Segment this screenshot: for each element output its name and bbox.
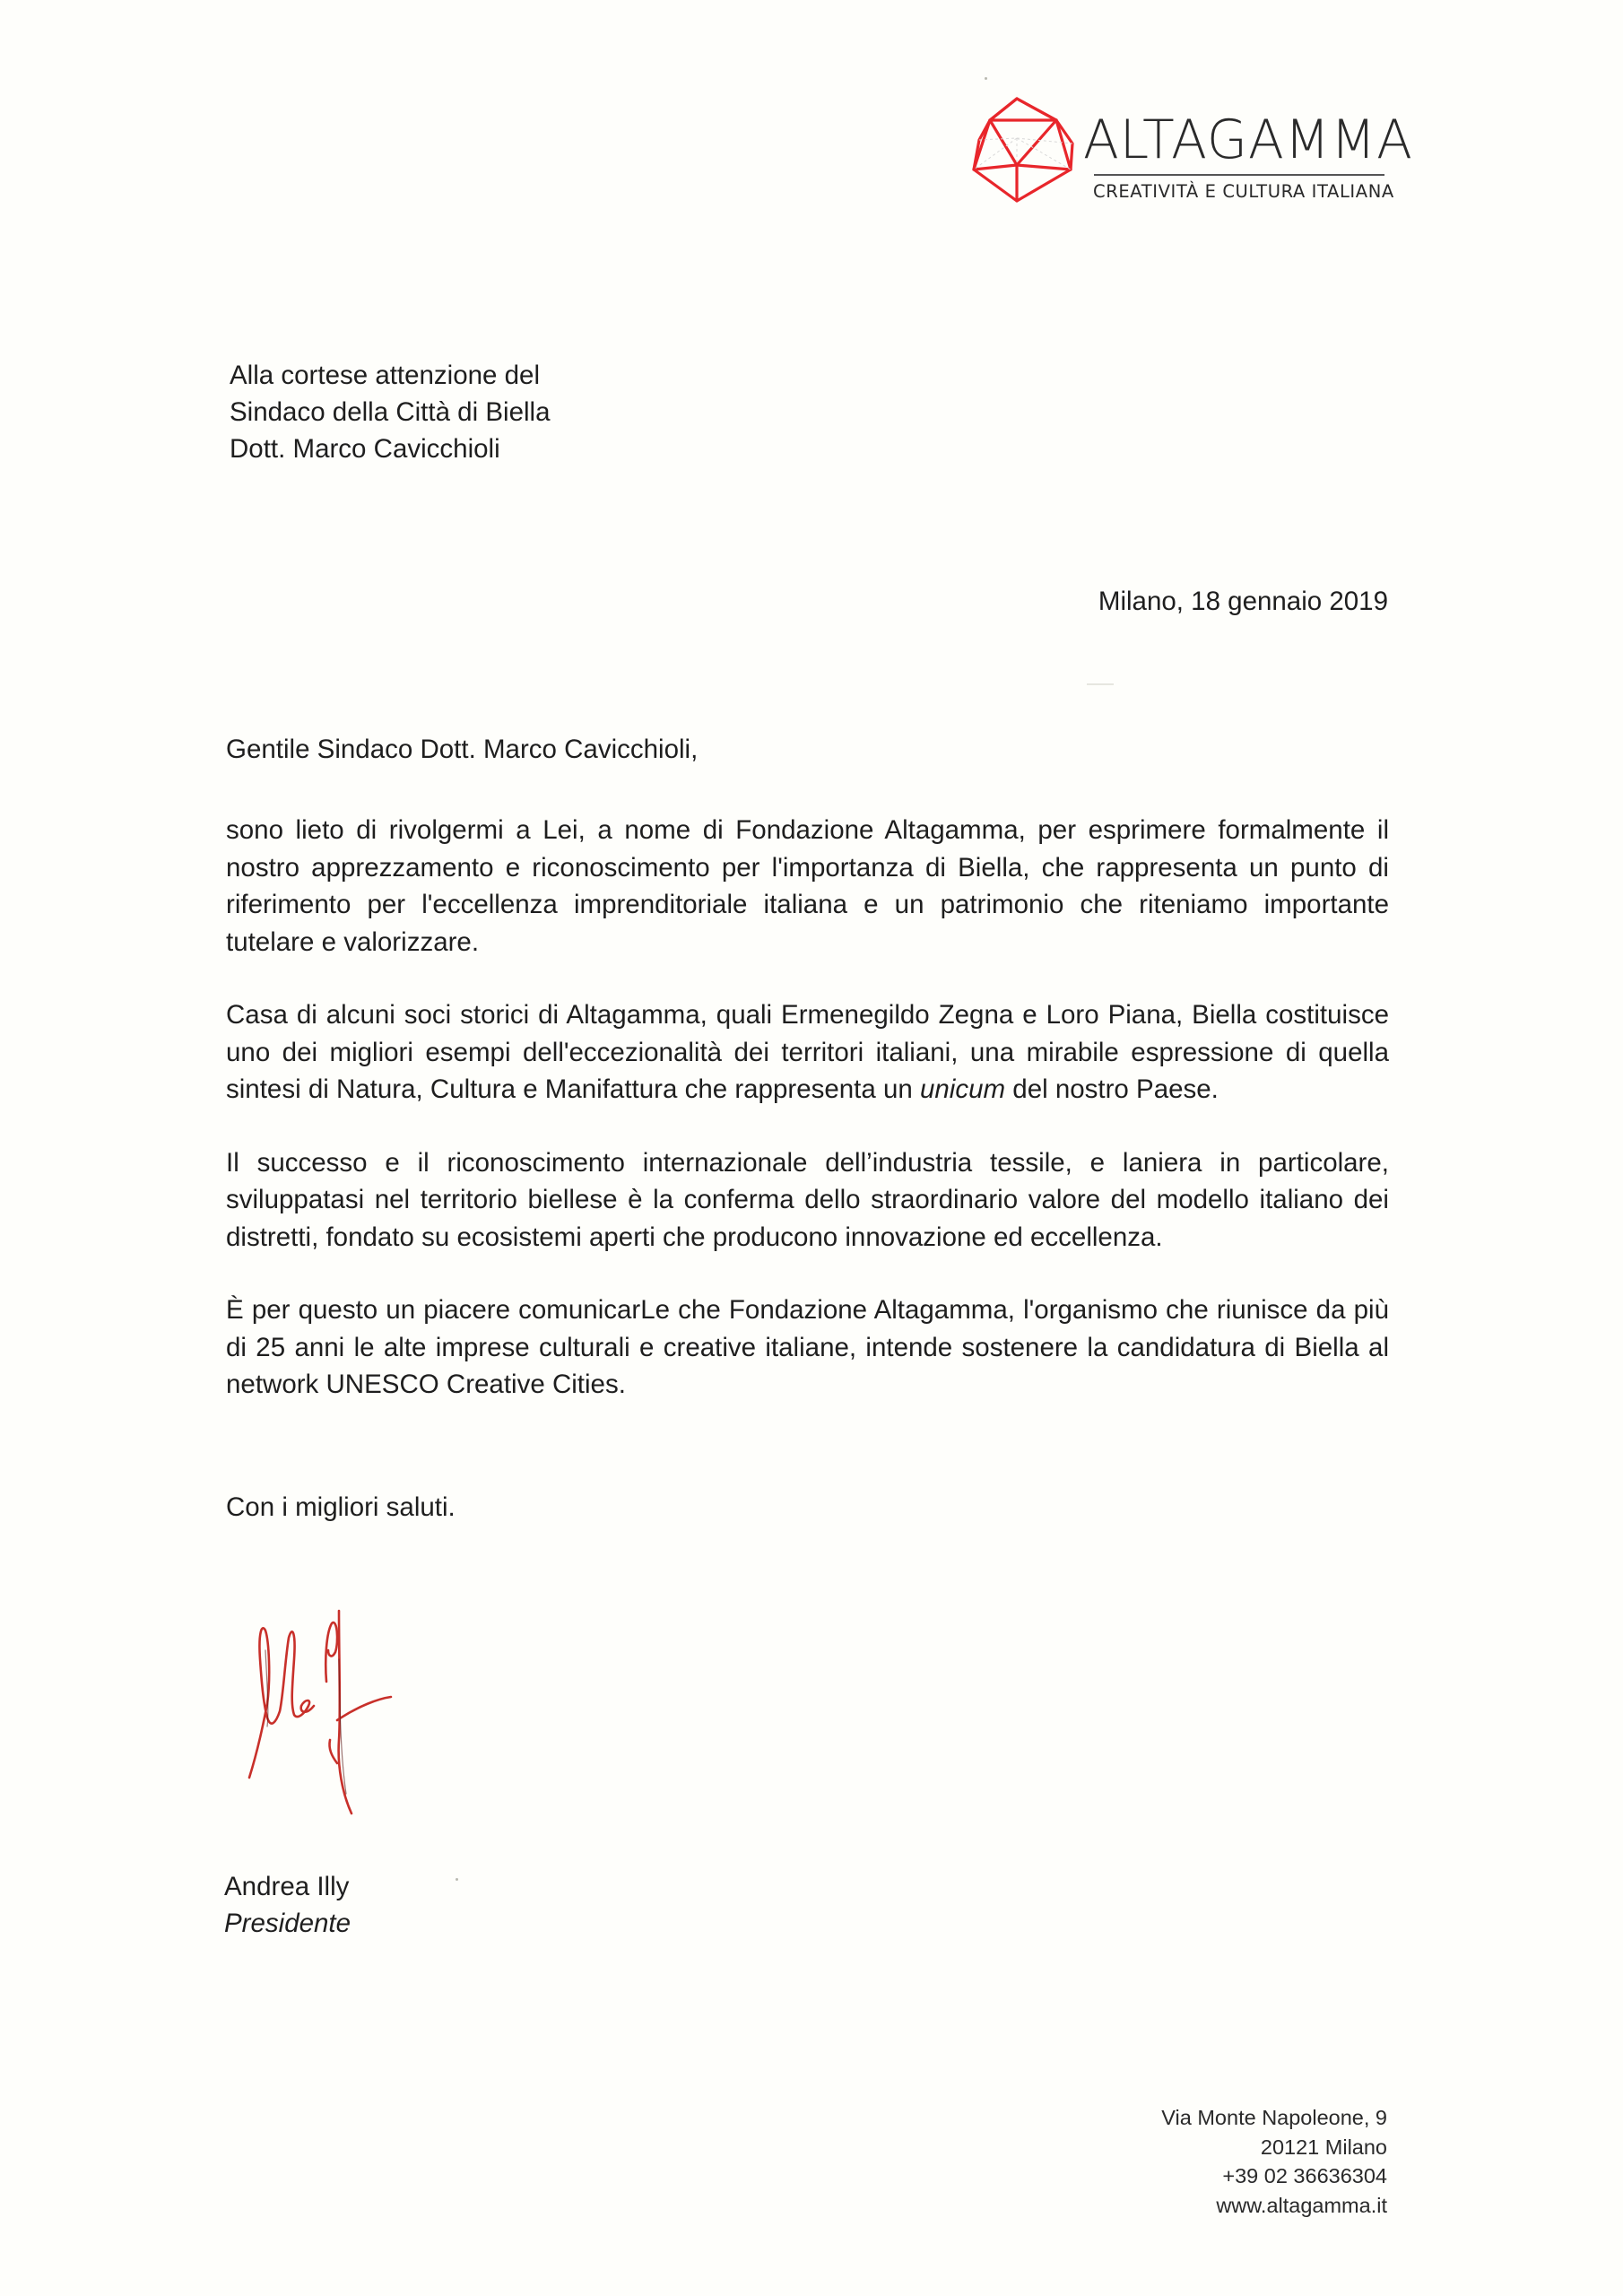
paragraph-text: Casa di alcuni soci storici di Altagamma, quali Ermenegildo Zegna e Loro Piana, Biella costituisce uno dei migliori esempi dell'eccezionalità dei territori italiani, una mirabile espressione di quella sintesi di Natura, Cultura e Manifattura che rappresenta un [226, 1000, 1389, 1104]
letter-date: Milano, 18 gennaio 2019 [1098, 587, 1388, 616]
logo-divider [1094, 174, 1384, 176]
recipient-line: Dott. Marco Cavicchioli [230, 434, 500, 464]
recipient-block [230, 357, 551, 467]
recipient-line: Alla cortese attenzione del [230, 361, 541, 390]
brand-name: ALTAGAMMA [1083, 109, 1413, 171]
footer-street: Via Monte Napoleone, 9 [1161, 2106, 1387, 2129]
letter-body [226, 812, 1389, 1439]
body-paragraph: sono lieto di rivolgermi a Lei, a nome di Fondazione Altagamma, per esprimere formalmente il nostro apprezzamento e riconoscimento per l'importanza di Biella, che rappresenta un punto di riferimento per l'eccellenza imprenditoriale italiana e un patrimonio che riteniamo importante tutelare e valorizzare. [226, 815, 1389, 957]
closing: Con i migliori saluti. [226, 1492, 456, 1522]
paragraph-text: del nostro Paese. [1005, 1074, 1219, 1104]
icosahedron-logo-icon [970, 93, 1078, 204]
scan-speck [456, 1878, 458, 1881]
footer-phone: +39 02 36636304 [1222, 2164, 1387, 2187]
italic-term: unicum [919, 1074, 1006, 1104]
body-paragraph: È per questo un piacere comunicarLe che Fondazione Altagamma, l'organismo che riunisce da più di 25 anni le alte imprese culturali e creative italiane, intende sostenere la candidatura di Biella al network UNESCO Creative Cities. [226, 1295, 1389, 1399]
scan-speck [985, 77, 987, 80]
footer-address [1161, 2103, 1387, 2220]
body-paragraph: Il successo e il riconoscimento internazionale dell’industria tessile, e laniera in particolare, sviluppatasi nel territorio biellese è la conferma dello straordinario valore del modello italiano dei distretti, fondato su ecosistemi aperti che producono innovazione ed eccellenza. [226, 1147, 1389, 1252]
brand-tagline: CREATIVITÀ E CULTURA ITALIANA [1093, 181, 1394, 202]
signer-role: Presidente [224, 1909, 352, 1938]
signer-name: Andrea Illy [224, 1872, 350, 1901]
footer-website: www.altagamma.it [1216, 2193, 1387, 2217]
recipient-line: Sindaco della Città di Biella [230, 397, 551, 427]
handwritten-signature-icon [233, 1605, 448, 1821]
signer-block [224, 1868, 351, 1942]
letterhead-logo [970, 93, 1413, 210]
footer-city: 20121 Milano [1260, 2135, 1387, 2159]
body-paragraph [226, 996, 1389, 1109]
scan-speck [1087, 683, 1114, 685]
salutation: Gentile Sindaco Dott. Marco Cavicchioli, [226, 735, 699, 764]
